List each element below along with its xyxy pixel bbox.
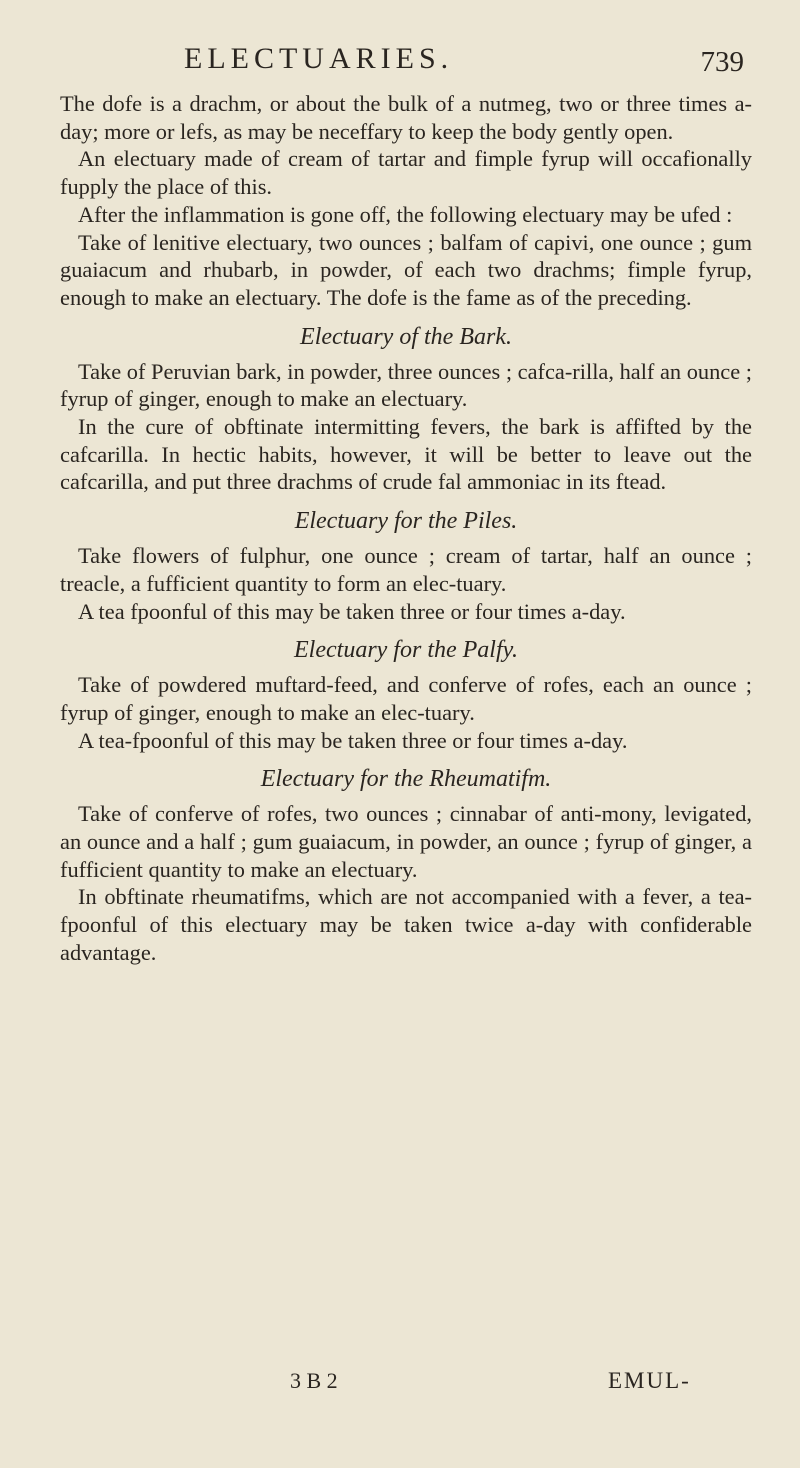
paragraph: Take of conferve of rofes, two ounces ; cinnabar of anti-mony, levigated, an ounce and a half ; gum guaiacum, in powder, an ounce ; fyrup of ginger, a fufficient quantity to make an electuary. [60, 801, 752, 882]
section-electuary-for-rheumatism [60, 762, 752, 966]
paragraph: The dofe is a drachm, or about the bulk of a nutmeg, two or three times a-day; more or lefs, as may be neceffary to keep the body gently open. [60, 91, 752, 144]
running-title: ELECTUARIES. [184, 42, 454, 75]
paragraph: An electuary made of cream of tartar and fimple fyrup will occafionally fupply the place of this. [60, 146, 752, 200]
section-heading: Electuary for the Piles. [294, 508, 518, 535]
section-heading: Electuary for the Palfy. [294, 637, 518, 664]
paragraph: A tea fpoonful of this may be taken three or four times a-day. [78, 598, 626, 624]
footer-line [60, 1368, 752, 1408]
paragraph: Take of lenitive electuary, two ounces ; balfam of capivi, one ounce ; gum guaiacum and rhubarb, in powder, of each two drachms; fimple fyrup, enough to make an electuary. The dofe is the fame as of the preceding. [60, 229, 752, 310]
paragraph: A tea-fpoonful of this may be taken three or four times a-day. [78, 727, 628, 753]
section-bark-continued [60, 90, 752, 312]
page-body [60, 90, 752, 967]
section-heading: Electuary for the Rheumatifm. [260, 766, 552, 793]
page-number: 739 [700, 46, 744, 78]
book-page [60, 40, 752, 1440]
section-electuary-of-the-bark [60, 320, 752, 497]
paragraph: Take of Peruvian bark, in powder, three ounces ; cafca-rilla, half an ounce ; fyrup of ginger, enough to make an electuary. [60, 358, 752, 412]
paragraph: Take flowers of fulphur, one ounce ; cream of tartar, half an ounce ; treacle, a fufficient quantity to form an elec-tuary. [60, 543, 752, 596]
section-electuary-for-palsy [60, 633, 752, 754]
paragraph: In obftinate rheumatifms, which are not accompanied with a fever, a tea-fpoonful of this electuary may be taken twice a-day with confiderable advantage. [60, 884, 752, 965]
signature-mark: 3 B 2 [290, 1368, 338, 1393]
section-electuary-for-piles [60, 504, 752, 625]
catchword: EMUL- [608, 1368, 691, 1393]
paragraph: Take of powdered muftard-feed, and conferve of rofes, each an ounce ; fyrup of ginger, enough to make an elec-tuary. [60, 672, 752, 725]
paragraph: After the inflammation is gone off, the following electuary may be ufed : [78, 201, 733, 227]
paragraph: In the cure of obftinate intermitting fevers, the bark is affifted by the cafcarilla. In hectic habits, however, it will be better to leave out the cafcarilla, and put three drachms of crude fal ammoniac in its ftead. [60, 414, 752, 495]
section-heading: Electuary of the Bark. [300, 323, 512, 350]
running-head [60, 40, 752, 90]
